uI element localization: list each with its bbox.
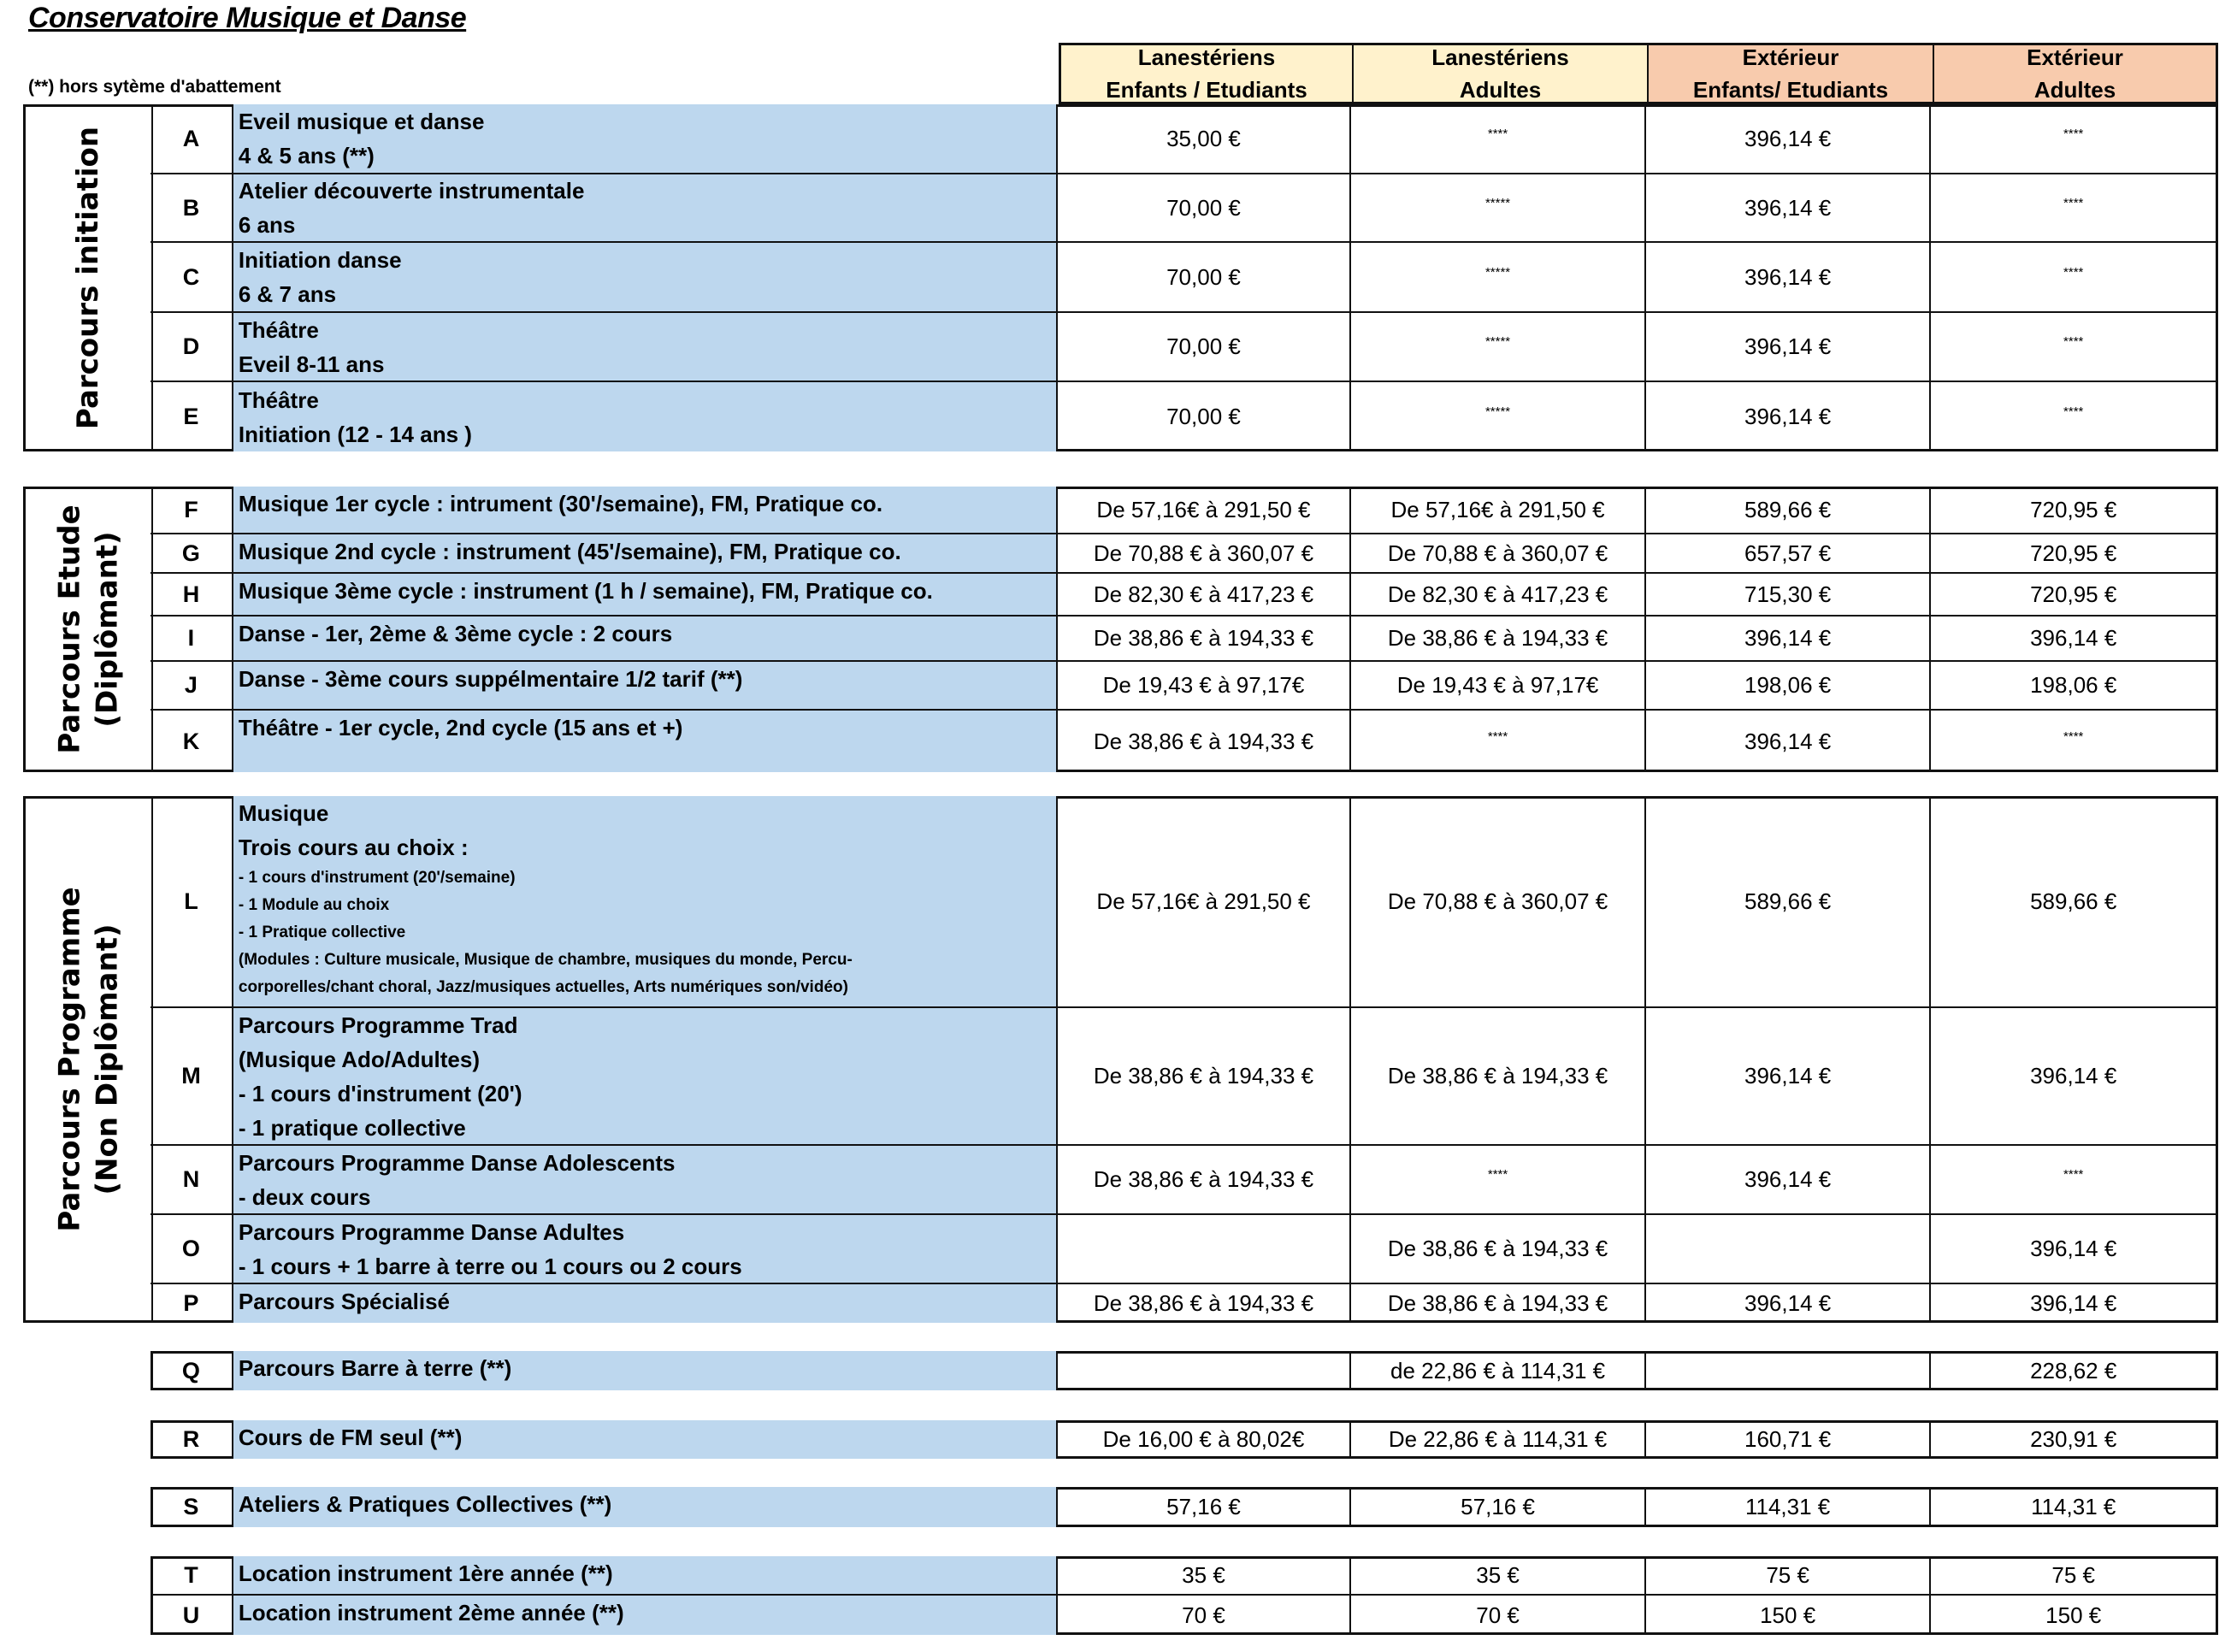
description-line: Cours de FM seul (**) [238, 1425, 463, 1450]
price-cell [1931, 1351, 2216, 1390]
price-cell [1931, 243, 2216, 311]
not-applicable-marker: **** [1487, 126, 1508, 141]
section-block [23, 104, 2218, 451]
description-line: Initiation (12 - 14 ans ) [238, 421, 472, 447]
description-line: Ateliers & Pratiques Collectives (**) [238, 1491, 612, 1517]
price-cell [1351, 711, 1646, 772]
table-row-k [151, 711, 2216, 772]
price-cell [1931, 1284, 2216, 1323]
not-applicable-marker: **** [2063, 126, 2084, 141]
description-detail-line: - 1 cours d'instrument (20'/semaine) [238, 869, 516, 887]
price-cell [1931, 174, 2216, 241]
price-value: 396,14 € [1744, 125, 1832, 151]
price-value: De 38,86 € à 194,33 € [1387, 1290, 1608, 1316]
price-cell [1646, 617, 1932, 660]
price-value: 70,00 € [1166, 404, 1241, 429]
table-row-a [151, 104, 2216, 174]
price-value: 228,62 € [2030, 1357, 2117, 1384]
description-line: Initiation danse [238, 247, 402, 273]
price-value: 720,95 € [2030, 581, 2117, 607]
price-cell [1931, 487, 2216, 533]
section-label-cell [26, 799, 153, 1320]
row-description [233, 104, 1058, 173]
row-description [233, 1351, 1058, 1390]
section-label [51, 887, 127, 1231]
column-header-line1: Extérieur [2027, 44, 2123, 70]
column-header-line2: Enfants/ Etudiants [1692, 77, 1889, 103]
description-line: Trois cours au choix : [238, 835, 469, 860]
column-header-line2: Adultes [1459, 77, 1542, 103]
not-applicable-marker: **** [2063, 334, 2084, 349]
table-row-p [151, 1284, 2216, 1323]
price-value: 396,14 € [1744, 404, 1832, 429]
table-row-b [151, 174, 2216, 243]
not-applicable-marker: ***** [1484, 264, 1511, 280]
price-value: De 19,43 € à 97,17€ [1102, 672, 1305, 698]
price-value: 720,95 € [2030, 540, 2117, 566]
price-value: 70 € [1476, 1602, 1520, 1628]
table-row-o [151, 1215, 2216, 1284]
extra-block [151, 1420, 2218, 1459]
price-cell [1058, 662, 1352, 709]
price-value: 396,14 € [1744, 1063, 1832, 1089]
price-cell [1058, 711, 1352, 772]
description-line: Parcours Programme Trad [238, 1012, 518, 1038]
price-value: 57,16 € [1166, 1494, 1241, 1519]
price-cell [1931, 1146, 2216, 1213]
price-value: 114,31 € [1744, 1494, 1831, 1519]
price-cell [1351, 487, 1646, 533]
price-value: 230,91 € [2030, 1426, 2117, 1452]
price-value: 150 € [2045, 1602, 2102, 1628]
row-description [233, 796, 1058, 1006]
price-cell [1931, 1556, 2216, 1594]
row-description [233, 313, 1058, 381]
row-code: I [151, 617, 233, 660]
description-line: Musique 2nd cycle : instrument (45'/semaine), FM, Pratique co. [238, 539, 901, 564]
row-description [233, 243, 1058, 311]
row-code: J [151, 662, 233, 709]
description-line: - 1 pratique collective [238, 1115, 466, 1141]
price-value: De 70,88 € à 360,07 € [1387, 540, 1608, 566]
price-cell [1931, 662, 2216, 709]
table-row-h [151, 574, 2216, 617]
price-value: 70,00 € [1166, 194, 1241, 221]
price-cell [1646, 711, 1932, 772]
price-value: 396,14 € [2030, 1236, 2117, 1261]
price-cell [1351, 1420, 1646, 1459]
description-line: Musique [238, 800, 329, 826]
row-code: N [151, 1146, 233, 1213]
price-cell [1646, 1556, 1932, 1594]
price-cell [1931, 1008, 2216, 1144]
price-cell [1351, 1556, 1646, 1594]
row-description [233, 1556, 1058, 1594]
price-value: De 70,88 € à 360,07 € [1093, 540, 1314, 566]
price-cell [1646, 104, 1932, 173]
description-line: - deux cours [238, 1183, 371, 1210]
price-value: De 16,00 € à 80,02€ [1102, 1426, 1305, 1452]
price-cell [1058, 104, 1352, 173]
section-label [51, 504, 127, 753]
description-line: Musique 1er cycle : intrument (30'/semaine), FM, Pratique co. [238, 491, 883, 516]
price-cell [1351, 243, 1646, 311]
footnote-legend: (**) hors sytème d'abattement [28, 77, 281, 97]
description-line: Eveil musique et danse [238, 109, 485, 134]
not-applicable-marker: **** [2063, 195, 2084, 210]
price-cell [1058, 574, 1352, 615]
extra-block [151, 1351, 2218, 1390]
row-code: A [151, 104, 233, 173]
row-description [233, 1596, 1058, 1635]
row-description [233, 711, 1058, 772]
price-cell [1646, 1487, 1932, 1527]
price-value: 715,30 € [1744, 581, 1832, 607]
section-label-line: (Diplômant) [90, 531, 125, 728]
price-value: de 22,86 € à 114,31 € [1390, 1357, 1606, 1384]
description-line: Parcours Spécialisé [238, 1289, 451, 1314]
table-row-f [151, 487, 2216, 534]
price-cell [1931, 1487, 2216, 1527]
price-cell [1646, 662, 1932, 709]
table-row-c [151, 243, 2216, 313]
table-row-t [151, 1556, 2216, 1596]
price-cell [1058, 382, 1352, 451]
price-value: 35,00 € [1166, 125, 1241, 151]
price-value: De 82,30 € à 417,23 € [1387, 581, 1608, 607]
column-header-line1: Lanestériens [1137, 44, 1276, 70]
column-header-line2: Adultes [2033, 77, 2116, 103]
price-cell [1058, 1351, 1352, 1390]
description-line: Théâtre [238, 386, 319, 413]
section-label-line: (Non Diplômant) [90, 923, 125, 1195]
price-cell [1058, 1008, 1352, 1144]
price-cell [1058, 1487, 1352, 1527]
column-header [1933, 43, 2218, 104]
price-value: 396,14 € [2030, 1063, 2117, 1089]
row-description [233, 487, 1058, 533]
price-value: 396,14 € [2030, 1290, 2117, 1316]
row-description [233, 174, 1058, 241]
price-cell [1931, 313, 2216, 381]
row-code: H [151, 574, 233, 615]
price-cell [1931, 382, 2216, 451]
description-line: Musique 3ème cycle : instrument (1 h / semaine), FM, Pratique co. [238, 578, 933, 604]
not-applicable-marker: **** [1487, 1167, 1508, 1182]
price-cell [1351, 1596, 1646, 1635]
price-cell [1058, 487, 1352, 533]
price-value: De 82,30 € à 417,23 € [1093, 581, 1314, 607]
page-title: Conservatoire Musique et Danse [28, 2, 467, 34]
table-row-e [151, 382, 2216, 451]
row-description [233, 1146, 1058, 1213]
price-cell [1058, 243, 1352, 311]
price-value: 198,06 € [1744, 672, 1832, 698]
description-line: - 1 cours + 1 barre à terre ou 1 cours ou 2 cours [238, 1253, 742, 1279]
price-value: De 57,16€ à 291,50 € [1390, 496, 1605, 522]
row-code: E [151, 382, 233, 451]
price-cell [1931, 711, 2216, 772]
price-cell [1646, 1351, 1932, 1390]
price-cell [1351, 1146, 1646, 1213]
price-value: 396,14 € [1744, 1166, 1832, 1192]
row-code: L [151, 796, 233, 1006]
price-cell [1058, 313, 1352, 381]
price-cell [1058, 1146, 1352, 1213]
price-cell [1058, 1596, 1352, 1635]
price-value: 396,14 € [1744, 194, 1832, 221]
price-cell [1646, 243, 1932, 311]
price-cell [1646, 1596, 1932, 1635]
description-line: Danse - 1er, 2ème & 3ème cycle : 2 cours [238, 621, 673, 646]
not-applicable-marker: ***** [1484, 404, 1511, 419]
extra-block [151, 1487, 2218, 1527]
price-value: 114,31 € [2031, 1494, 2116, 1519]
not-applicable-marker: **** [2063, 264, 2084, 280]
description-line: 6 & 7 ans [238, 281, 337, 307]
description-line: Parcours Programme Danse Adultes [238, 1218, 625, 1245]
row-description [233, 1284, 1058, 1323]
price-value: 35 € [1182, 1561, 1225, 1588]
price-cell [1351, 796, 1646, 1006]
description-detail-line: - 1 Pratique collective [238, 923, 406, 941]
column-header [1059, 43, 1353, 104]
price-value: De 38,86 € à 194,33 € [1093, 1166, 1314, 1192]
row-code: M [151, 1008, 233, 1144]
description-detail-line: - 1 Module au choix [238, 896, 390, 914]
price-cell [1351, 1351, 1646, 1390]
price-cell [1931, 617, 2216, 660]
price-cell [1351, 1215, 1646, 1283]
row-code: Q [151, 1351, 233, 1390]
section-block [23, 796, 2218, 1323]
price-cell [1646, 487, 1932, 533]
price-value: 150 € [1760, 1602, 1816, 1628]
price-cell [1931, 1215, 2216, 1283]
price-value: 160,71 € [1744, 1426, 1832, 1452]
price-cell [1646, 1420, 1932, 1459]
price-value: De 22,86 € à 114,31 € [1388, 1426, 1608, 1452]
description-line: Théâtre - 1er cycle, 2nd cycle (15 ans et +) [238, 715, 683, 740]
price-value: 589,66 € [1744, 888, 1832, 914]
price-cell [1351, 534, 1646, 572]
description-line: - 1 cours d'instrument (20') [238, 1081, 522, 1106]
price-value: De 38,86 € à 194,33 € [1093, 1290, 1314, 1316]
description-line: Parcours Barre à terre (**) [238, 1355, 512, 1381]
table-row-i [151, 617, 2216, 662]
row-code: R [151, 1420, 233, 1459]
price-cell [1351, 1284, 1646, 1323]
price-cell [1351, 1487, 1646, 1527]
not-applicable-marker: **** [2063, 729, 2084, 744]
description-line: 4 & 5 ans (**) [238, 143, 375, 168]
description-line: 6 ans [238, 212, 296, 238]
description-line: Atelier découverte instrumentale [238, 178, 585, 204]
price-value: 396,14 € [1744, 333, 1832, 359]
not-applicable-marker: **** [1487, 729, 1508, 744]
price-value: 396,14 € [2030, 625, 2117, 651]
row-code: P [151, 1284, 233, 1323]
price-cell [1351, 174, 1646, 241]
price-cell [1351, 1008, 1646, 1144]
price-cell [1646, 1146, 1932, 1213]
column-header-line1: Extérieur [1742, 44, 1839, 70]
price-cell [1058, 534, 1352, 572]
not-applicable-marker: ***** [1484, 195, 1511, 210]
section-label-cell [26, 107, 153, 449]
price-cell [1646, 574, 1932, 615]
description-line: Parcours Programme Danse Adolescents [238, 1149, 676, 1176]
price-value: 720,95 € [2030, 496, 2117, 522]
section-block [23, 487, 2218, 772]
price-cell [1646, 534, 1932, 572]
price-cell [1931, 1596, 2216, 1635]
table-row-q [151, 1351, 2216, 1390]
price-cell [1931, 796, 2216, 1006]
extra-block [151, 1556, 2218, 1635]
row-description [233, 1420, 1058, 1459]
price-cell [1646, 796, 1932, 1006]
price-value: De 19,43 € à 97,17€ [1396, 672, 1599, 698]
description-line: Location instrument 2ème année (**) [238, 1600, 624, 1625]
price-value: 70,00 € [1166, 263, 1241, 290]
column-header [1648, 43, 1933, 104]
price-value: De 57,16€ à 291,50 € [1096, 888, 1311, 914]
price-cell [1931, 534, 2216, 572]
not-applicable-marker: **** [2063, 404, 2084, 419]
price-cell [1351, 574, 1646, 615]
not-applicable-marker: **** [2063, 1167, 2084, 1182]
price-cell [1351, 313, 1646, 381]
price-value: 35 € [1476, 1561, 1520, 1588]
price-value: 57,16 € [1461, 1494, 1535, 1519]
price-value: 396,14 € [1744, 263, 1832, 290]
price-cell [1646, 382, 1932, 451]
row-code: F [151, 487, 233, 533]
description-detail-line: (Modules : Culture musicale, Musique de chambre, musiques du monde, Percu- [238, 951, 853, 969]
price-value: De 38,86 € à 194,33 € [1387, 1063, 1608, 1089]
table-row-m [151, 1008, 2216, 1146]
price-value: De 38,86 € à 194,33 € [1093, 1063, 1314, 1089]
price-cell [1351, 662, 1646, 709]
price-cell [1646, 1008, 1932, 1144]
price-cell [1058, 174, 1352, 241]
table-row-l [151, 796, 2216, 1008]
price-cell [1646, 174, 1932, 241]
price-value: 75 € [1766, 1561, 1809, 1588]
description-line: Théâtre [238, 316, 319, 343]
price-cell [1058, 1420, 1352, 1459]
row-description [233, 1215, 1058, 1283]
table-row-s [151, 1487, 2216, 1527]
not-applicable-marker: ***** [1484, 334, 1511, 349]
price-value: De 38,86 € à 194,33 € [1093, 728, 1314, 754]
row-code: O [151, 1215, 233, 1283]
table-row-r [151, 1420, 2216, 1459]
price-cell [1351, 382, 1646, 451]
column-header-line2: Enfants / Etudiants [1106, 77, 1307, 103]
price-value: De 70,88 € à 360,07 € [1387, 888, 1608, 914]
price-cell [1058, 796, 1352, 1006]
row-description [233, 382, 1058, 451]
price-value: 589,66 € [1744, 496, 1832, 522]
table-row-j [151, 662, 2216, 711]
column-header-line1: Lanestériens [1431, 44, 1569, 70]
price-value: 70 € [1182, 1602, 1225, 1628]
row-code: S [151, 1487, 233, 1527]
section-label-cell [26, 489, 153, 770]
price-cell [1646, 1284, 1932, 1323]
price-value: 396,14 € [1744, 1290, 1832, 1316]
row-description [233, 1487, 1058, 1527]
section-label-line: Parcours Etude [52, 504, 87, 754]
price-value: 657,57 € [1744, 540, 1832, 566]
price-value: De 38,86 € à 194,33 € [1093, 625, 1314, 651]
row-description [233, 1008, 1058, 1144]
table-row-n [151, 1146, 2216, 1215]
table-row-g [151, 534, 2216, 574]
row-code: K [151, 711, 233, 772]
row-description [233, 662, 1058, 709]
table-row-d [151, 313, 2216, 382]
price-value: 589,66 € [2030, 888, 2117, 914]
row-code: B [151, 174, 233, 241]
price-value: 70,00 € [1166, 333, 1241, 359]
description-line: Eveil 8-11 ans [238, 351, 385, 377]
row-code: T [151, 1556, 233, 1594]
price-value: De 38,86 € à 194,33 € [1387, 625, 1608, 651]
price-value: 396,14 € [1744, 625, 1832, 651]
description-line: (Musique Ado/Adultes) [238, 1047, 481, 1072]
price-cell [1058, 1284, 1352, 1323]
row-code: D [151, 313, 233, 381]
description-detail-line: corporelles/chant choral, Jazz/musiques actuelles, Arts numériques son/vidéo) [238, 978, 848, 996]
row-description [233, 617, 1058, 660]
row-code: U [151, 1596, 233, 1635]
table-row-u [151, 1596, 2216, 1635]
row-description [233, 534, 1058, 572]
price-cell [1931, 1420, 2216, 1459]
price-cell [1058, 1215, 1352, 1283]
price-cell [1931, 574, 2216, 615]
price-value: 396,14 € [1744, 728, 1832, 754]
price-cell [1351, 104, 1646, 173]
price-cell [1351, 617, 1646, 660]
description-line: Danse - 3ème cours suppélmentaire 1/2 tarif (**) [238, 666, 743, 692]
price-value: De 57,16€ à 291,50 € [1096, 496, 1311, 522]
price-value: 198,06 € [2030, 672, 2117, 698]
price-value: De 38,86 € à 194,33 € [1387, 1236, 1608, 1261]
column-header [1353, 43, 1648, 104]
row-code: C [151, 243, 233, 311]
description-line: Location instrument 1ère année (**) [238, 1561, 613, 1586]
section-label-line: Parcours Programme [52, 887, 87, 1232]
price-value: 75 € [2051, 1561, 2096, 1588]
price-cell [1058, 617, 1352, 660]
price-cell [1058, 1556, 1352, 1594]
price-cell [1646, 1215, 1932, 1283]
price-cell [1931, 104, 2216, 173]
section-label-line: Parcours initiation [71, 126, 106, 430]
row-code: G [151, 534, 233, 572]
price-cell [1646, 313, 1932, 381]
row-description [233, 574, 1058, 615]
section-label [70, 127, 108, 429]
